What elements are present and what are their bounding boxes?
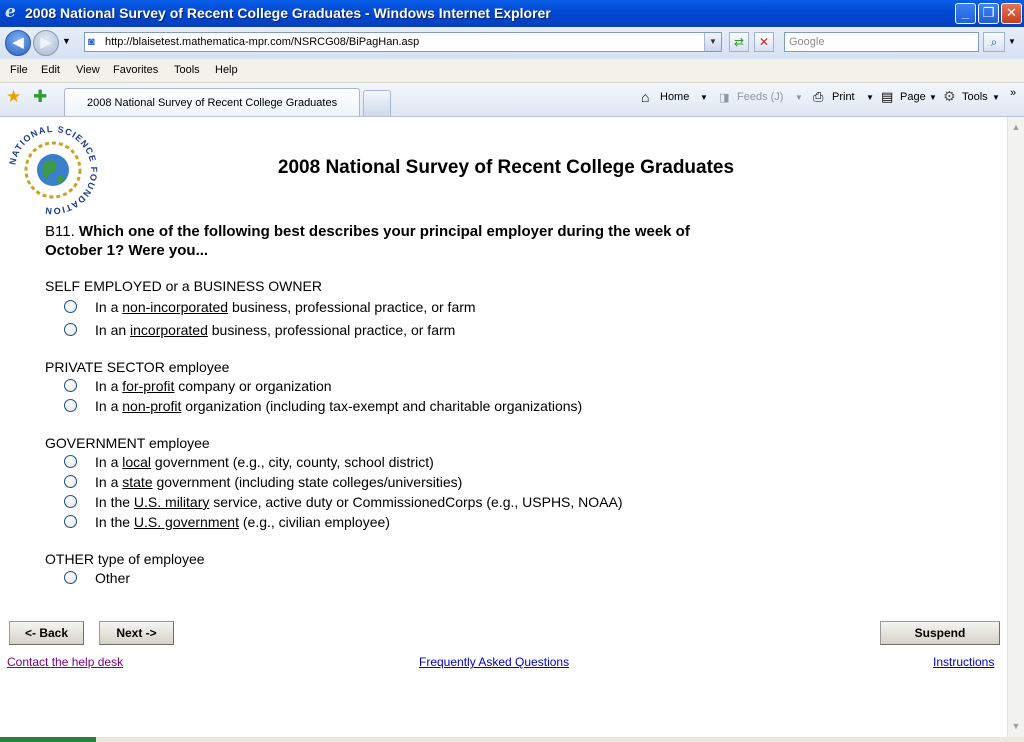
option-label: In a local government (e.g., city, county, school district) (95, 454, 434, 470)
section-heading-other: OTHER type of employee (45, 551, 205, 567)
radio-button[interactable] (64, 323, 77, 336)
tab-toolbar (0, 83, 1024, 117)
close-button[interactable]: ✕ (1001, 3, 1022, 24)
page-menu-button[interactable]: Page (900, 91, 926, 103)
option-label: In an incorporated business, professional practice, or farm (95, 322, 456, 338)
window-title: 2008 National Survey of Recent College Graduates - Windows Internet Explorer (25, 5, 551, 21)
instructions-link[interactable]: Instructions (933, 655, 995, 669)
recent-pages-dropdown-icon[interactable]: ▼ (62, 36, 71, 46)
search-icon[interactable]: ⌕ (983, 32, 1005, 52)
address-toolbar (0, 27, 1024, 59)
option-label: Other (95, 570, 131, 586)
next-button[interactable]: Next -> (99, 621, 174, 645)
search-options-dropdown-icon[interactable]: ▼ (1008, 37, 1016, 46)
window-title-bar (0, 0, 1024, 27)
address-text: http://blaisetest.mathematica-mpr.com/NSRCG08/BiPagHan.asp (105, 36, 420, 48)
vertical-scrollbar[interactable] (1007, 117, 1024, 737)
page-icon: ◙ (88, 36, 95, 48)
menu-bar (0, 59, 1024, 83)
search-placeholder: Google (789, 36, 825, 48)
print-button[interactable]: Print (832, 91, 855, 103)
home-button[interactable]: Home (660, 91, 690, 103)
menu-file[interactable]: File (10, 64, 28, 76)
tools-menu-button[interactable]: Tools (962, 91, 988, 103)
home-icon[interactable]: ⌂ (641, 89, 650, 105)
new-tab-button[interactable] (363, 90, 391, 116)
feeds-button: Feeds (J) (737, 91, 784, 103)
scroll-down-icon[interactable]: ▼ (1011, 721, 1021, 731)
radio-button[interactable] (64, 571, 77, 584)
radio-button[interactable] (64, 399, 77, 412)
tab-active[interactable] (64, 88, 360, 116)
option-label: In a non-incorporated business, professional practice, or farm (95, 299, 476, 315)
option-label: In a state government (including state colleges/universities) (95, 474, 463, 490)
tools-gear-icon[interactable]: ⚙ (943, 88, 956, 104)
tab-label: 2008 National Survey of Recent College Graduates (87, 97, 338, 109)
radio-button[interactable] (64, 379, 77, 392)
ie-logo-icon: e (5, 2, 16, 22)
radio-button[interactable] (64, 300, 77, 313)
radio-button[interactable] (64, 515, 77, 528)
back-nav-button[interactable]: ◀ (5, 30, 31, 56)
section-heading-government: GOVERNMENT employee (45, 435, 210, 451)
home-dropdown-icon[interactable]: ▼ (700, 93, 708, 102)
question-text (45, 222, 735, 260)
favorites-star-icon[interactable]: ★ (6, 87, 22, 106)
feeds-dropdown-icon: ▼ (795, 93, 803, 102)
option-label: In a for-profit company or organization (95, 378, 332, 394)
search-input[interactable] (784, 32, 979, 52)
option-label: In a non-profit organization (including tax-exempt and charitable organizations) (95, 398, 583, 414)
back-button[interactable]: <- Back (9, 621, 84, 645)
option-label: In the U.S. government (e.g., civilian employee) (95, 514, 390, 530)
menu-edit[interactable]: Edit (41, 64, 60, 76)
nsf-logo-text: NATIONAL SCIENCE FOUNDATION (7, 124, 99, 216)
menu-favorites[interactable]: Favorites (113, 64, 159, 76)
help-desk-link[interactable]: Contact the help desk (7, 655, 124, 669)
scroll-up-icon[interactable]: ▲ (1011, 122, 1021, 132)
radio-button[interactable] (64, 495, 77, 508)
radio-button[interactable] (64, 455, 77, 468)
stop-icon[interactable]: ✕ (754, 32, 774, 52)
forward-nav-button[interactable]: ▶ (33, 30, 59, 56)
menu-view[interactable]: View (76, 64, 100, 76)
print-icon[interactable]: ⎙ (813, 89, 824, 104)
page-dropdown-icon[interactable]: ▼ (929, 93, 937, 102)
minimize-button[interactable]: _ (955, 3, 976, 24)
toolbar-overflow-icon[interactable]: » (1010, 87, 1017, 99)
address-input[interactable] (84, 32, 722, 52)
tools-dropdown-icon[interactable]: ▼ (992, 93, 1000, 102)
section-heading-self-employed: SELF EMPLOYED or a BUSINESS OWNER (45, 278, 322, 294)
feeds-icon: ◨ (719, 92, 730, 104)
status-progress-segment (0, 737, 96, 742)
radio-button[interactable] (64, 475, 77, 488)
faq-link[interactable]: Frequently Asked Questions (419, 655, 570, 669)
section-heading-private-sector: PRIVATE SECTOR employee (45, 359, 230, 375)
menu-help[interactable]: Help (215, 64, 238, 76)
add-favorites-icon[interactable]: ✚ (33, 87, 48, 106)
address-dropdown-icon[interactable]: ▼ (704, 33, 721, 51)
question-number: B11. (45, 223, 75, 240)
maximize-button[interactable]: ❐ (978, 3, 999, 24)
question-body: Which one of the following best describes your principal employer during the week of October 1? Were you... (45, 223, 690, 259)
refresh-icon[interactable]: ⇄ (729, 32, 749, 52)
menu-tools[interactable]: Tools (174, 64, 200, 76)
option-label: In the U.S. military service, active duty or CommissionedCorps (e.g., USPHS, NOAA) (95, 494, 623, 510)
status-bar (0, 737, 1024, 742)
suspend-button[interactable]: Suspend (880, 621, 1000, 645)
page-title: 2008 National Survey of Recent College Graduates (277, 157, 735, 178)
page-icon-toolbar[interactable]: ▤ (881, 89, 894, 104)
print-dropdown-icon[interactable]: ▼ (866, 93, 874, 102)
